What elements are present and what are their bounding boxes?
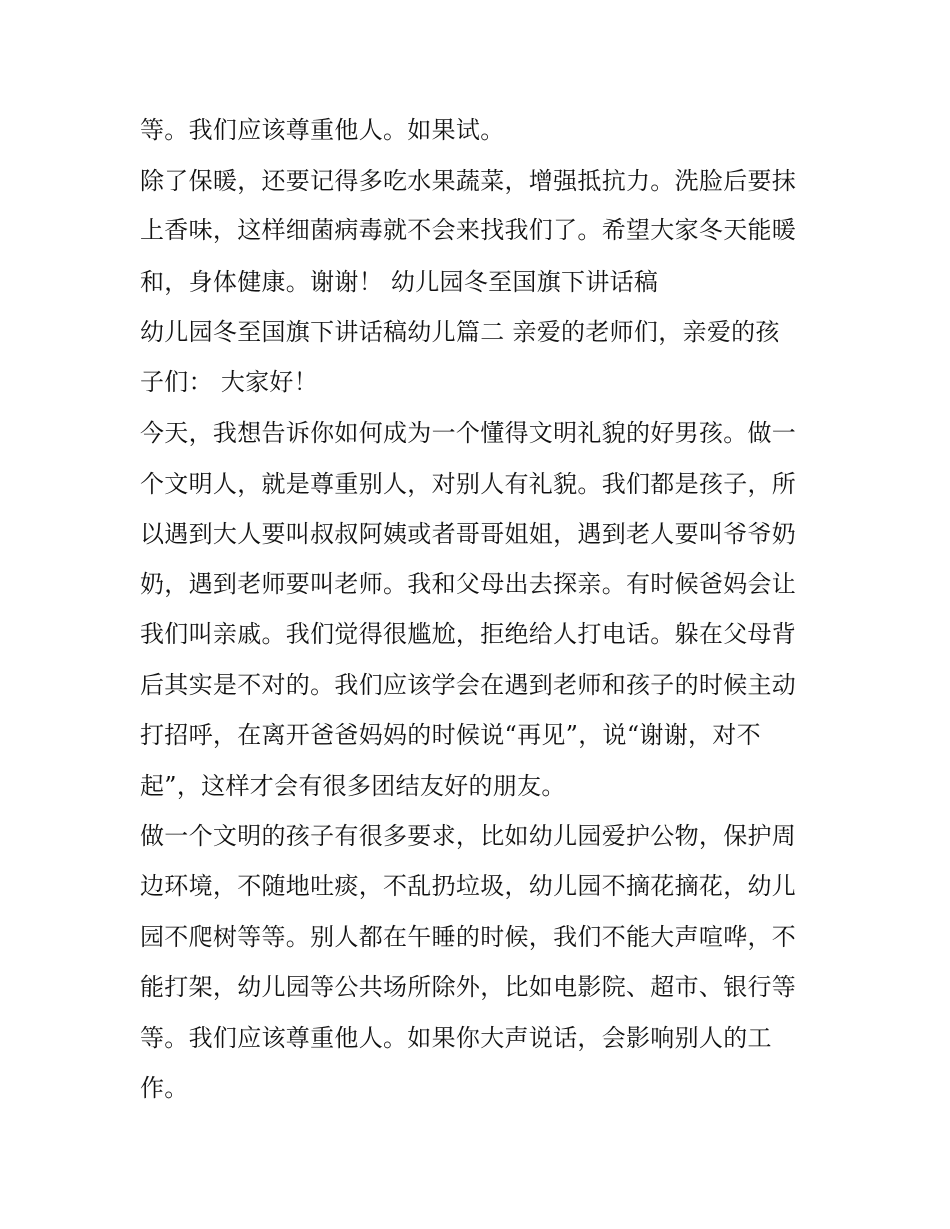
text-line: 个文明人，就是尊重别人，对别人有礼貌。我们都是孩子，所 bbox=[140, 470, 797, 498]
text-line: 上香味，这样细菌病毒就不会来找我们了。希望大家冬天能暖 bbox=[140, 216, 797, 244]
text-line: 作。 bbox=[140, 1074, 189, 1102]
text-line: 子们： 大家好！ bbox=[140, 368, 319, 396]
text-line: 园不爬树等等。别人都在午睡的时候，我们不能大声喧哗，不 bbox=[140, 923, 797, 951]
text-line: 我们叫亲戚。我们觉得很尴尬，拒绝给人打电话。躲在父母背 bbox=[140, 620, 797, 648]
text-line: 后其实是不对的。我们应该学会在遇到老师和孩子的时候主动 bbox=[140, 671, 797, 699]
text-line: 除了保暖，还要记得多吃水果蔬菜，增强抵抗力。洗脸后要抹 bbox=[140, 167, 797, 195]
text-line: 和，身体健康。谢谢！ 幼儿园冬至国旗下讲话稿 bbox=[140, 268, 659, 296]
text-line: 幼儿园冬至国旗下讲话稿幼儿篇二 亲爱的老师们，亲爱的孩 bbox=[140, 318, 780, 346]
text-line: 等。我们应该尊重他人。如果你大声说话，会影响别人的工 bbox=[140, 1024, 772, 1052]
text-line: 边环境，不随地吐痰，不乱扔垃圾，幼儿园不摘花摘花，幼儿 bbox=[140, 872, 797, 900]
text-line: 起”，这样才会有很多团结友好的朋友。 bbox=[140, 772, 566, 800]
text-line: 打招呼，在离开爸爸妈妈的时候说“再见”，说“谢谢，对不 bbox=[140, 721, 761, 749]
text-line: 以遇到大人要叫叔叔阿姨或者哥哥姐姐，遇到老人要叫爷爷奶 bbox=[140, 520, 797, 548]
text-line: 今天，我想告诉你如何成为一个懂得文明礼貌的好男孩。做一 bbox=[140, 419, 797, 447]
text-line: 做一个文明的孩子有很多要求，比如幼儿园爱护公物，保护周 bbox=[140, 822, 797, 850]
text-line: 能打架，幼儿园等公共场所除外，比如电影院、超市、银行等 bbox=[140, 973, 797, 1001]
text-line: 奶，遇到老师要叫老师。我和父母出去探亲。有时候爸妈会让 bbox=[140, 570, 797, 598]
text-line: 等。我们应该尊重他人。如果试。 bbox=[140, 116, 505, 144]
